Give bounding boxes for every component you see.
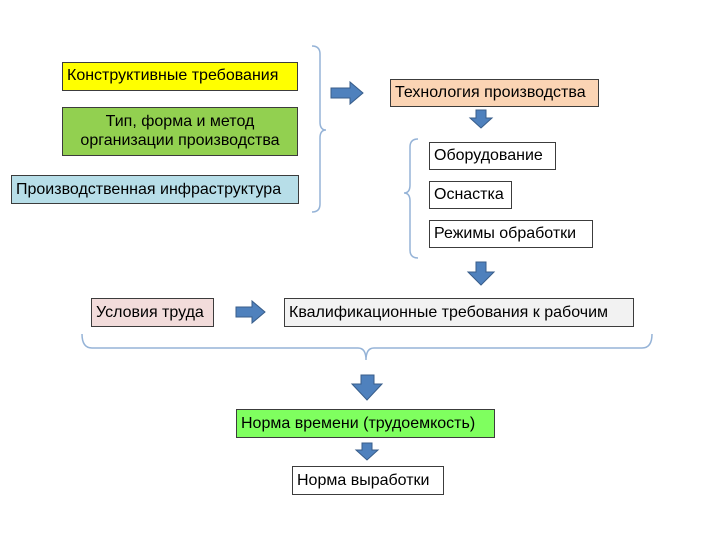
arrow-right-to-qualification	[236, 301, 265, 323]
production-technology-box	[390, 79, 599, 107]
bottom-group-bracket	[82, 334, 652, 360]
tooling-box	[429, 181, 512, 209]
left-group-bracket	[312, 46, 326, 212]
constructive-requirements-box	[62, 62, 298, 91]
technology-group-bracket	[404, 139, 418, 258]
arrow-down-to-time-norm	[352, 375, 382, 400]
processing-modes-box	[429, 220, 593, 248]
constructive-requirements-label: Конструктивные требования	[67, 67, 279, 84]
arrow-down-to-output-norm	[356, 443, 378, 460]
time-norm-label: Норма времени (трудоемкость)	[241, 415, 476, 432]
working-conditions-box	[91, 298, 214, 327]
time-norm-box	[236, 409, 495, 438]
production-infrastructure-box	[11, 175, 299, 204]
production-technology-label: Технология производства	[395, 84, 586, 101]
arrow-right-to-technology	[331, 82, 363, 104]
processing-modes-label: Режимы обработки	[434, 225, 577, 242]
working-conditions-label: Условия труда	[96, 304, 204, 321]
qualification-requirements-label: Квалификационные требования к рабочим	[289, 304, 609, 321]
tooling-label: Оснастка	[434, 186, 504, 203]
output-norm-label: Норма выработки	[297, 472, 430, 489]
qualification-requirements-box	[284, 298, 634, 327]
organization-type-box	[62, 107, 298, 156]
arrow-down-from-modes	[468, 262, 494, 285]
equipment-box	[429, 142, 556, 170]
equipment-label: Оборудование	[434, 147, 543, 164]
arrow-down-from-technology	[470, 110, 492, 128]
output-norm-box	[292, 466, 444, 495]
organization-type-label: Тип, форма и метод организации производства	[80, 113, 280, 149]
production-infrastructure-label: Производственная инфраструктура	[16, 181, 282, 198]
